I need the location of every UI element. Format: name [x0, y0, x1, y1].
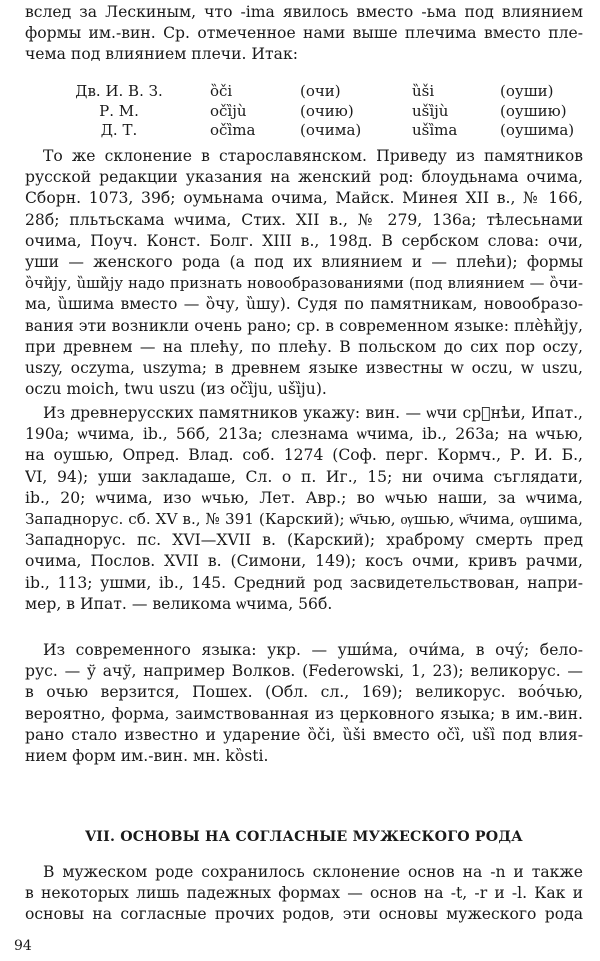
form-oci: ȍči — [210, 82, 233, 100]
text-line: То же склонение в старославянском. Приведу из памятников — [43, 147, 583, 165]
text-line: чема под влиянием плечи. Итак: — [25, 45, 298, 64]
section-heading: VII. ОСНОВЫ НА СОГЛАСНЫЕ МУЖЕСКОГО РОДА — [85, 829, 523, 845]
text-line: при древнем — на плећу, по плећу. В польском до сих пор oczу, — [25, 337, 583, 356]
text-line: Сборн. 1073, 39б; оумьнама очима, Майск. Минея XII в., № 166, — [25, 189, 583, 208]
paradigm-row-gen-loc — [60, 102, 590, 122]
text-line: Из древнерусских памятников укажу: вин. — ѡчи срⷱнѣи, Ипат., — [43, 404, 583, 422]
text-line: в очью верзится, Пошех. (Обл. сл., 169); великорус. воо́чью, — [25, 683, 583, 702]
page-number: 94 — [14, 938, 32, 954]
text-line: Западнорус. пс. XVI—XVII в. (Карский); храброму смерть пред — [25, 531, 583, 550]
paragraph-old-russian — [25, 403, 583, 615]
text-line: ȍчи̏ју, ȕши̏ју надо признать новообразованиями (под влиянием — ȍчи- — [25, 275, 583, 293]
text-line: рус. — ў ачў, например Волков. (Federowski, 1, 23); великорус. — — [25, 662, 583, 681]
text-line: формы им.-вин. Ср. отмеченное нами выше плечима вместо пле- — [25, 24, 583, 43]
form-usi: ušȉma — [412, 121, 458, 139]
text-line: uszy, oczyma, uszyma; в древнем языке известны w oczu, w uszu, — [25, 358, 583, 377]
form-oci-old: (очию) — [300, 101, 354, 120]
text-line: ма, ȕшима вместо — ȍчу, ȕшу). Судя по памятникам, новообразо- — [25, 295, 583, 314]
paragraph-modern — [25, 640, 583, 767]
text-line: русской редакции указания на женский род: блоудьнама очима, — [25, 168, 583, 187]
intro-paragraph — [25, 2, 583, 66]
text-line: очима, Поуч. Конст. Болг. XIII в., 198д. В сербском слова: очи, — [25, 231, 583, 250]
text-line: oczu moich, twu uszu (из očȉju, ušȉju). — [25, 380, 327, 399]
form-oci: očȉjù — [210, 101, 247, 120]
form-usi: ȕši — [412, 82, 435, 100]
text-line: мер, в Ипат. — великома ѡчима, 56б. — [25, 594, 333, 613]
text-line: в некоторых лишь падежных формах — основ на -t, -r и -l. Как и — [25, 884, 583, 903]
paragraph-masculine-stems — [25, 862, 583, 926]
form-oci: očȉma — [210, 121, 256, 139]
form-usi-old: (оушима) — [500, 121, 575, 139]
paragraph-old-slavonic — [25, 146, 583, 400]
case-label: Р. М. — [99, 101, 139, 120]
text-line: вероятно, форма, заимствованная из церковного языка; в им.-вин. — [25, 704, 583, 723]
text-line: очима, Послов. XVII в. (Симони, 149); косъ очми, кривъ рачми, — [25, 552, 583, 571]
text-line: нием форм им.-вин. мн. kȍsti. — [25, 746, 269, 765]
text-line: вания эти возникли очень рано; ср. в современном языке: плѐћи̏ју, — [25, 316, 583, 335]
text-line: 28б; пльтьскама ѡчима, Стих. XII в., № 279, 136а; тѣлесьнами — [25, 210, 583, 229]
text-line: вслед за Лескиным, что -ima явилось вместо -ьма под влиянием — [25, 3, 583, 21]
paradigm-row-dat-ins — [60, 121, 590, 141]
form-oci-old: (очи) — [300, 82, 341, 100]
text-line: VI, 94); уши закладаше, Сл. о п. Иг., 15; ни очима съглядати, — [25, 467, 583, 486]
case-label: Дв. И. В. З. — [75, 82, 163, 100]
text-line: 190а; ѡчима, ib., 56б, 213а; слезнама ѡчима, ib., 263а; на ѡчью, — [25, 425, 583, 444]
text-line: ib., 113; ушми, ib., 145. Средний род засвидетельствован, напри- — [25, 573, 583, 592]
text-line: Западнорус. сб. XV в., № 391 (Карский); ѡ҃чью, ѹшью, ѡ҃чима, ѹшима, — [25, 509, 583, 528]
text-line: основы на согласные прочих родов, эти основы мужеского рода — [25, 905, 583, 924]
text-line: уши — женского рода (а под их влиянием и — плећи); формы — [25, 252, 583, 271]
paradigm-row-dual-nom — [60, 82, 590, 102]
form-usi-old: (оушию) — [500, 101, 567, 120]
text-line: на оушью, Опред. Влад. соб. 1274 (Соф. перг. Кормч., Р. И. Б., — [25, 446, 583, 465]
text-line: рано стало известно и ударение ȍči, ȕši вместо očȉ, ušȉ под влия- — [25, 725, 583, 744]
form-usi-old: (оуши) — [500, 82, 554, 100]
form-oci-old: (очима) — [300, 121, 362, 139]
paradigm-table — [60, 82, 590, 141]
case-label: Д. Т. — [100, 121, 138, 139]
text-line: В мужеском роде сохранилось склонение основ на -n и также — [43, 863, 583, 881]
text-line: ib., 20; ѡчима, изо ѡчью, Лет. Авр.; во ѡчью наши, за ѡчима, — [25, 488, 583, 507]
form-usi: ušȉjù — [412, 101, 449, 120]
text-line: Из современного языка: укр. — уши́ма, очи́ма, в очу́; бело- — [43, 641, 583, 659]
